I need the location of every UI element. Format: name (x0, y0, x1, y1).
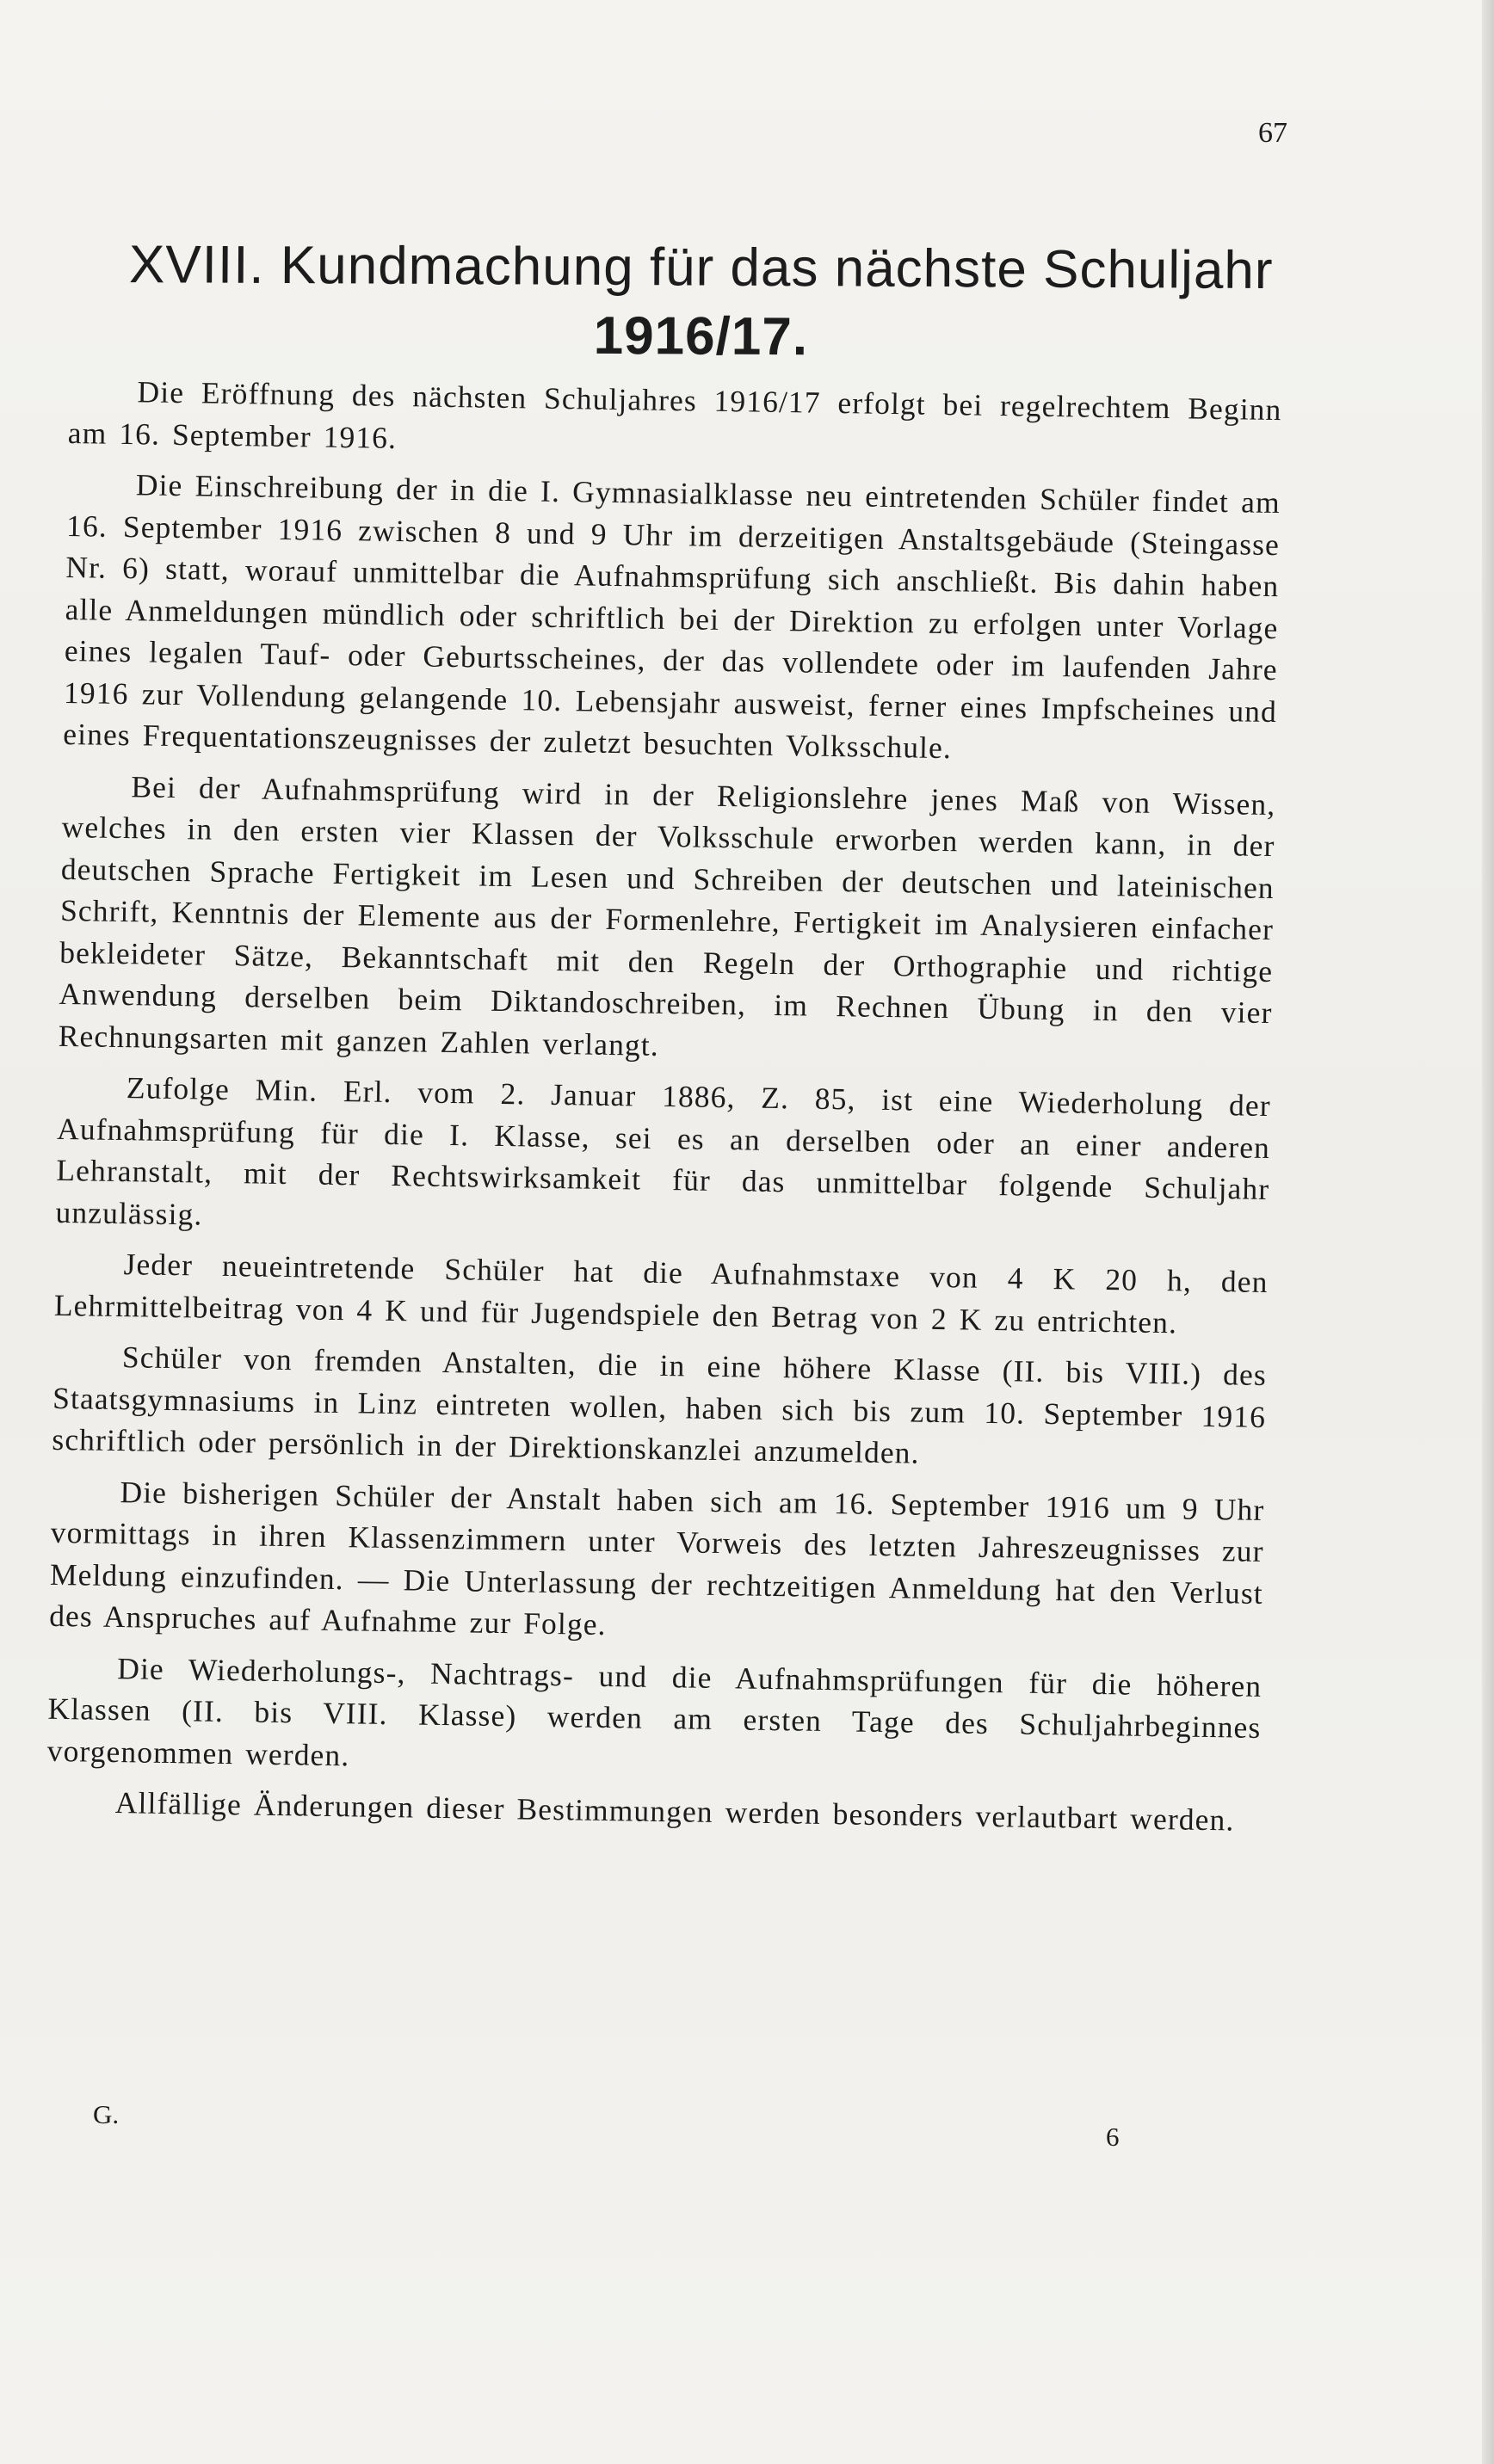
paragraph-changes-notice: Allfällige Änderungen dieser Bestimmungen werden besonders verlautbart werden. (114, 1785, 1235, 1838)
paragraph-entrance-exam: Bei der Aufnahmsprüfung wird in der Religionslehre jenes Maß von Wissen, welches in den ersten vier Klassen der Volksschule erworben werden kann, in der deutschen Sprache Fertigkeit im Lesen und Schreiben der deutschen und lateinischen Schrift, Kenntnis der Elemente aus der Formenlehre, Fertigkeit im Analysieren einfacher bekleideter Sätze, Bekanntschaft mit den Regeln der Orthographie und richtige Anwendung derselben beim Diktandoschreiben, im Rechnen Übung in den vier Rechnungsarten mit ganzen Zahlen verlangt. (58, 768, 1276, 1063)
signature-mark: G. (93, 2099, 120, 2129)
sheet-number: 6 (1106, 2122, 1120, 2152)
paragraph-transfer-students: Schüler von fremden Anstalten, die in eine höhere Klasse (II. bis VIII.) des Staatsgymnasiums in Linz eintreten wollen, haben sich bis zum 10. September 1916 schriftlich oder persönlich in der Direktionskanzlei anzumelden. (52, 1340, 1268, 1470)
paragraph-exam-repetition: Zufolge Min. Erl. vom 2. Januar 1886, Z. 85, ist eine Wiederholung der Aufnahmsprüfung für die I. Klasse, sei es an derselben oder an einer anderen Lehranstalt, mit der Rechtswirksamkeit für das unmittelbar folgende Schuljahr unzulässig. (55, 1070, 1272, 1232)
page-number: 67 (1258, 117, 1287, 149)
heading-title: XVIII. Kundmachung für das nächste Schuljahr (128, 235, 1274, 301)
paragraph-fees: Jeder neueintretende Schüler hat die Aufnahmstaxe von 4 K 20 h, den Lehrmittelbeitrag von 4 K und für Jugendspiele den Betrag von 2 K zu entrichten. (53, 1247, 1269, 1340)
section-heading (111, 231, 1291, 374)
paragraph-enrollment: Die Einschreibung der in die I. Gymnasialklasse neu eintretenden Schüler findet am 16. September 1916 zwischen 8 und 9 Uhr im derzeitigen Anstaltsgebäude (Steingasse Nr. 6) statt, worauf unmittelbar die Aufnahmsprüfung sich anschließt. Bis dahin haben alle Anmeldungen mündlich oder schriftlich bei der Direktion zu erfolgen unter Vorlage eines legalen Tauf- oder Geburtsscheines, der das vollendete oder im laufenden Jahre 1916 zur Vollendung gelangende 10. Lebensjahr ausweist, ferner eines Impfscheines und eines Frequentationszeugnisses der zuletzt besuchten Volksschule. (63, 467, 1281, 766)
paragraph-opening-date: Die Eröffnung des nächsten Schuljahres 1916/17 erfolgt bei regelrechtem Beginn am 16. September 1916. (67, 374, 1282, 455)
page-edge-shadow (1482, 0, 1494, 2464)
heading-year: 1916/17. (593, 305, 809, 367)
paragraph-returning-students: Die bisherigen Schüler der Anstalt haben sich am 16. September 1916 um 9 Uhr vormittags in ihren Klassenzimmern unter Vorweis des letzten Jahreszeugnisses zur Meldung einzufinden. — Die Unterlassung der rechtzeitigen Anmeldung hat den Verlust des Anspruches auf Aufnahme zur Folge. (48, 1474, 1265, 1642)
paragraph-exam-schedule: Die Wiederholungs-, Nachtrags- und die Aufnahmsprüfungen für die höheren Klassen (II. bis VIII. Klasse) werden am ersten Tage des Schuljahrbeginnes vorgenommen werden. (46, 1650, 1262, 1772)
announcement-body (46, 370, 1282, 1851)
